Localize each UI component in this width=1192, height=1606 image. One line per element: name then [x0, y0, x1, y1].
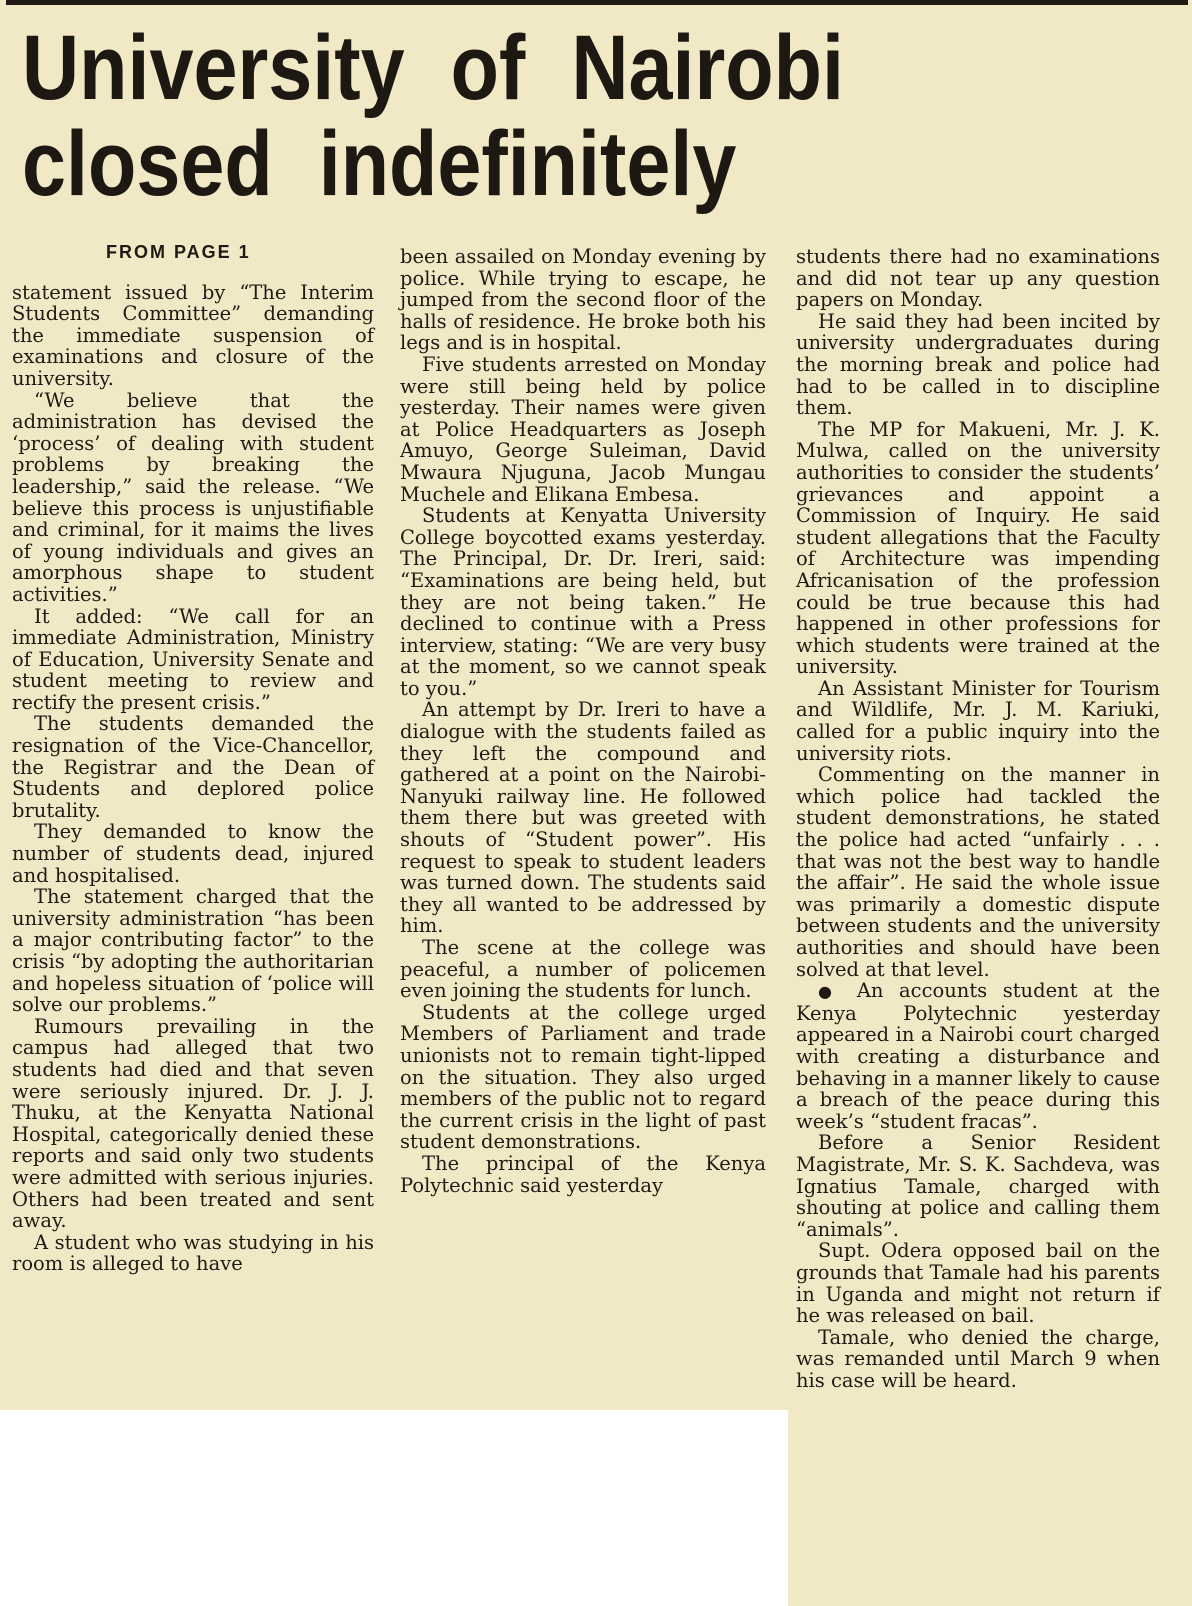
headline [22, 17, 968, 215]
paragraph: The scene at the college was peaceful, a number of policemen even joining the students for lunch. [400, 936, 766, 1003]
headline-line-2: closed indefinitely [22, 113, 737, 215]
paragraph: The statement charged that the university administration “has been a major contributing factor” to the crisis “by adopting the authoritarian and hopeless situation of ‘police will solve our problems.” [12, 885, 374, 1017]
paragraph: been assailed on Monday evening by police. While trying to escape, he jumped from the second floor of the halls of residence. He broke both his legs and is in hospital. [400, 245, 766, 355]
column-3 [796, 246, 1160, 1391]
paragraph: Supt. Odera opposed bail on the grounds that Tamale had his parents in Uganda and might not return if he was released on bail. [796, 1239, 1160, 1328]
paragraph: The students demanded the resignation of the Vice-Chancellor, the Registrar and the Dean of Students and deplored police brutality. [12, 712, 374, 822]
paragraph: students there had no examinations and did not tear up any question papers on Monday. [796, 245, 1160, 312]
paragraph: Commenting on the manner in which police had tackled the student demonstrations, he stated the police had acted “unfairly . . . that was not the best way to handle the affair”. He said the whole issue was primarily a domestic dispute between students and the university authorities and should have been solved at that level. [796, 763, 1160, 981]
kicker: FROM PAGE 1 [106, 242, 251, 262]
bullet-paragraph [796, 980, 1160, 1132]
paragraph: “We believe that the administration has devised the ‘process’ of dealing with student problems by breaking the leadership,” said the release. “We believe this process is unjustifiable and criminal, for it maims the lives of young individuals and gives an amorphous shape to student activities.” [12, 388, 374, 606]
paragraph: An Assistant Minister for Tourism and Wildlife, Mr. J. M. Kariuki, called for a public inquiry into the university riots. [796, 676, 1160, 765]
paragraph: It added: “We call for an immediate Administration, Ministry of Education, University Senate and student meeting to review and rectify the present crisis.” [12, 604, 374, 714]
paragraph: Students at Kenyatta University College boycotted exams yesterday. The Principal, Dr. Dr. Ireri, said: “Examinations are being held, but they are not being taken.” He declined to continue with a Press interview, stating: “We are very busy at the moment, so we cannot speak to you.” [400, 504, 766, 700]
bullet-icon: ● [818, 982, 842, 1002]
paragraph: A student who was studying in his room is alleged to have [12, 1230, 374, 1276]
paragraph: The MP for Makueni, Mr. J. K. Mulwa, called on the university authorities to consider the students’ grievances and appoint a Commission of Inquiry. He said student allegations that the Faculty of Architecture was impending Africanisation of the profession could be true because this had happened in other professions for which students were trained at the university. [796, 417, 1160, 679]
paragraph: They demanded to know the number of students dead, injured and hospitalised. [12, 820, 374, 887]
paragraph: Five students arrested on Monday were still being held by police yesterday. Their names were given at Police Headquarters as Joseph Amuyo, George Suleiman, David Mwaura Njuguna, Jacob Mungau Muchele and Elikana Embesa. [400, 352, 766, 506]
paragraph: Students at the college urged Members of Parliament and trade unionists not to remain tight-lipped on the situation. They also urged members of the public not to regard the current crisis in the light of past student demonstrations. [400, 1000, 766, 1154]
paragraph: An attempt by Dr. Ireri to have a dialogue with the students failed as they left the compound and gathered at a point on the Nairobi-Nanyuki railway line. He followed them there but was greeted with shouts of “Student power”. His request to speak to student leaders was turned down. The students said they all wanted to be addressed by him. [400, 698, 766, 938]
paragraph: statement issued by “The Interim Students Committee” demanding the immediate suspension of examinations and closure of the university. [12, 280, 374, 390]
paragraph: Tamale, who denied the charge, was remanded until March 9 when his case will be heard. [796, 1325, 1160, 1392]
top-rule [6, 0, 1188, 5]
headline-line-1: University of Nairobi [22, 17, 844, 119]
paragraph: Rumours prevailing in the campus had alleged that two students had died and that seven were seriously injured. Dr. J. J. Thuku, at the Kenyatta National Hospital, categorically denied these reports and said only two students were admitted with serious injuries. Others had been treated and sent away. [12, 1014, 374, 1233]
column-1 [12, 242, 374, 1275]
paragraph: He said they had been incited by university undergraduates during the morning break and police had had to be called in to discipline them. [796, 309, 1160, 420]
paragraph: Before a Senior Resident Magistrate, Mr. S. K. Sachdeva, was Ignatius Tamale, charged with shouting at police and calling them “animals”. [796, 1131, 1160, 1241]
column-2 [400, 246, 766, 1196]
paragraph-text: An accounts student at the Kenya Polytechnic yesterday appeared in a Nairobi court charged with creating a disturbance and behaving in a manner likely to cause a breach of the peace during this week’s “student fracas”. [796, 979, 1160, 1133]
paragraph: The principal of the Kenya Polytechnic said yesterday [400, 1151, 766, 1197]
paper-background-tail [788, 1410, 1192, 1606]
